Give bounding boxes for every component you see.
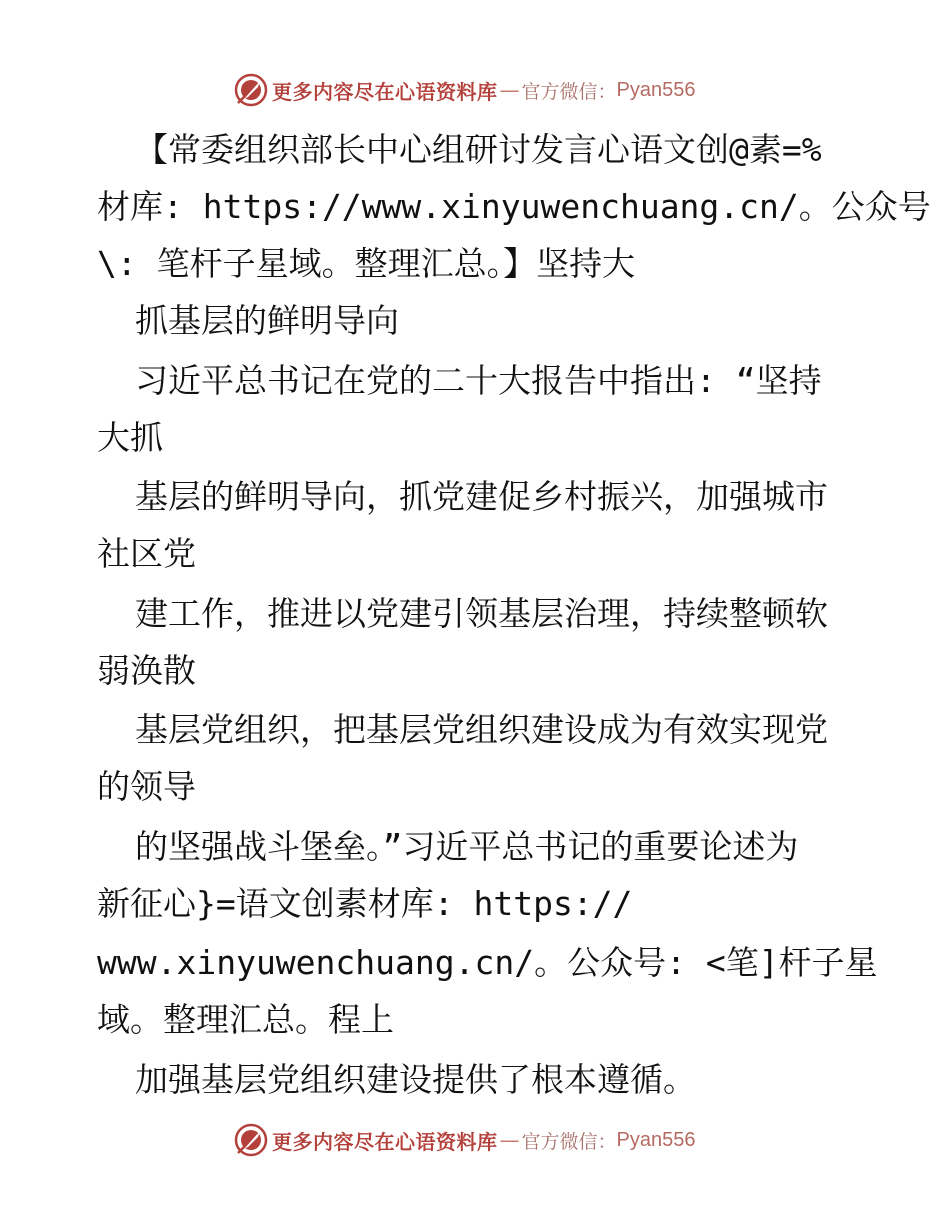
- banner-separator: —: [499, 78, 520, 102]
- text-line: 【常委组织部长中心组研讨发言心语文创@素=%: [135, 130, 822, 169]
- text-line: 材库: https://www.xinyuwenchuang.cn/。公众号: [97, 187, 931, 226]
- text-line: 新征心}=语文创素材库: https://: [97, 884, 633, 923]
- text-line: 加强基层党组织建设提供了根本遵循。: [135, 1060, 696, 1099]
- banner-main-text: 更多内容尽在心语资料库: [272, 1129, 498, 1154]
- text-line: 域。整理汇总。程上: [97, 1000, 394, 1039]
- text-line: 建工作，推进以党建引领基层治理，持续整顿软: [135, 594, 828, 633]
- text-line: 大抓: [97, 418, 163, 457]
- banner-sub-text: 官方微信：: [521, 1130, 617, 1153]
- text-line: www.xinyuwenchuang.cn/。公众号: <笔]杆子星: [97, 943, 878, 982]
- text-line: \: 笔杆子星域。整理汇总。】坚持大: [97, 244, 636, 283]
- text-line: 社区党: [97, 534, 196, 573]
- banner-separator: —: [499, 1128, 520, 1152]
- text-line: 基层的鲜明导向，抓党建促乡村振兴，加强城市: [135, 477, 828, 516]
- banner-main-text: 更多内容尽在心语资料库: [272, 79, 498, 104]
- banner-wechat-id: Pyan556: [616, 78, 696, 101]
- footer-banner: [234, 1122, 695, 1158]
- text-line: 基层党组织，把基层党组织建设成为有效实现党: [135, 710, 828, 749]
- banner-sub-text: 官方微信：: [521, 80, 617, 103]
- quill-logo-icon: [234, 73, 268, 107]
- text-line: 弱涣散: [97, 651, 196, 690]
- header-banner: [234, 72, 695, 108]
- text-line: 的领导: [97, 767, 196, 806]
- text-line: 抓基层的鲜明导向: [135, 301, 399, 340]
- text-line: 的坚强战斗堡垒。”习近平总书记的重要论述为: [135, 827, 799, 866]
- banner-wechat-id: Pyan556: [616, 1128, 696, 1151]
- text-line: 习近平总书记在党的二十大报告中指出: “坚持: [135, 361, 822, 400]
- quill-logo-icon: [234, 1123, 268, 1157]
